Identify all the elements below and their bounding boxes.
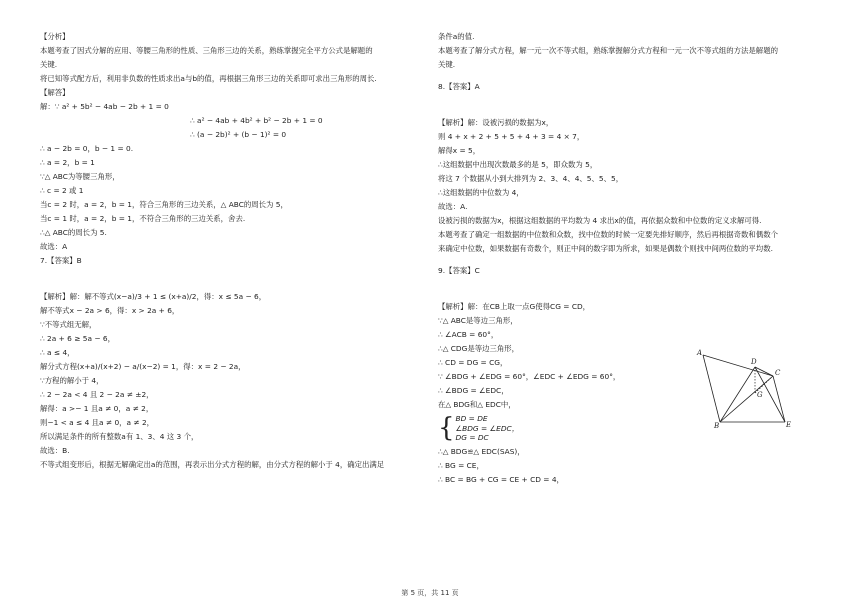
math-line: ∴ a = 2，b = 1 [40, 158, 95, 167]
math-line: ∴ 2 − 2a < 4 且 2 − 2a ≠ ±2， [40, 390, 154, 399]
math-line: 【解析】解：解不等式(x−a)/3 + 1 ≤ (x+a)/2，得：x ≤ 5a − 6， [40, 292, 267, 301]
label-e: E [786, 421, 792, 429]
math-line: ∴这组数据中出现次数最多的是 5，即众数为 5， [438, 160, 598, 169]
math-line: ∴ a ≤ 4， [40, 348, 75, 357]
label-a: A [697, 349, 703, 357]
system-line: DG = DC [455, 433, 489, 442]
math-line: 则 4 + x + 2 + 5 + 5 + 4 + 3 = 4 × 7， [438, 132, 585, 141]
text-line: 设被污损的数据为x，根据这组数据的平均数为 4 求出x的值，再依据众数和中位数的定义求解可得. [438, 216, 762, 225]
text-line: 条件a的值. [438, 32, 475, 41]
system-line: ∠BDG = ∠EDC， [455, 423, 520, 433]
math-line: 当c = 1 时，a = 2，b = 1，不符合三角形的三边关系，舍去. [40, 214, 246, 223]
answer-line: 故选：A [40, 242, 68, 251]
math-line: ∴ ∠BDG = ∠EDC， [438, 386, 509, 395]
text-line: 本题考查了确定一组数据的中位数和众数，找中位数的时候一定要先排好顺序，然后再根据奇数和偶数个 [438, 230, 778, 239]
math-line: ∴ a² − 4ab + 4b² + b² − 2b + 1 = 0 [190, 116, 323, 125]
text-line: 将已知等式配方后，利用非负数的性质求出a与b的值，再根据三角形三边的关系即可求出三角形的周长. [40, 74, 377, 83]
label-b: B [714, 422, 720, 430]
math-line: ∴△ ABC的周长为 5. [40, 228, 107, 237]
math-line: ∴△ BDG≌△ EDC(SAS)， [438, 446, 525, 456]
math-line: 将这 7 个数据从小到大排列为 2、3、4、4、5、5、5， [438, 174, 624, 183]
math-line: ∴ BC = BG + CG = CE + CD = 4， [438, 474, 564, 484]
text-line: 不等式组变形后，根据无解确定出a的范围，再表示出分式方程的解，由分式方程的解小于 4，确定出满足 [40, 460, 385, 469]
math-line: 解：∵ a² + 5b² − 4ab − 2b + 1 = 0 [40, 102, 169, 111]
math-line: ∴ BG = CE， [438, 460, 484, 470]
math-line: ∴ 2a + 6 ≥ 5a − 6， [40, 334, 115, 343]
math-line: ∵△ ABC为等腰三角形， [40, 172, 120, 181]
answer-line: 故选：A. [438, 202, 468, 211]
page-footer: 第 5 页，共 11 页 [401, 589, 459, 597]
label-g: G [757, 391, 763, 399]
system-line: BD = DE [455, 414, 488, 423]
math-line: ∵方程的解小于 4， [40, 376, 104, 385]
math-line: 【解析】解：设被污损的数据为x， [438, 118, 554, 127]
math-line: ∴ CD = DG = CG， [438, 358, 508, 367]
math-line: ∴ c = 2 或 1 [40, 186, 84, 195]
math-line: 解得x = 5， [438, 146, 481, 155]
text-line: 本题考查了因式分解的应用、等腰三角形的性质、三角形三边的关系，熟练掌握完全平方公式是解题的 [40, 46, 373, 55]
math-line: 当c = 2 时，a = 2，b = 1，符合三角形的三边关系，△ ABC的周长为 5， [40, 200, 288, 209]
question-9-answer: 9.【答案】C [438, 266, 480, 275]
question-7-answer: 7.【答案】B [40, 256, 82, 265]
label-d: D [751, 358, 757, 366]
geometry-figure [695, 345, 800, 430]
math-line: ∴这组数据的中位数为 4， [438, 188, 524, 197]
math-line: 在△ BDG和△ EDC中， [438, 400, 516, 409]
left-brace: { [438, 413, 455, 443]
math-line: ∴ a − 2b = 0，b − 1 = 0. [40, 144, 134, 153]
text-line: 关键. [40, 60, 58, 69]
math-line: 解不等式x − 2a > 6，得：x > 2a + 6， [40, 306, 180, 315]
math-line: ∴ ∠ACB = 60°， [438, 330, 499, 339]
math-line: ∴△ CDG是等边三角形， [438, 344, 520, 353]
text-line: 来确定中位数，如果数据有奇数个，则正中间的数字即为所求，如果是偶数个则找中间两位数的平均数. [438, 244, 773, 253]
left-column [40, 30, 425, 472]
math-line: ∵不等式组无解， [40, 320, 97, 329]
math-line: 【解析】解：在CB上取一点G使得CG = CD， [438, 302, 591, 311]
analysis-heading: 【分析】 [40, 32, 70, 41]
math-line: ∴ (a − 2b)² + (b − 1)² = 0 [190, 130, 287, 139]
solution-heading: 【解答】 [40, 88, 70, 97]
text-line: 关键. [438, 60, 456, 69]
math-line: ∵ ∠BDG + ∠EDG = 60°，∠EDC + ∠EDG = 60°， [438, 372, 621, 381]
question-8-answer: 8.【答案】A [438, 82, 480, 91]
math-line: ∵△ ABC是等边三角形， [438, 316, 518, 325]
math-line: 所以满足条件的所有整数a有 1、3、4 这 3 个， [40, 432, 199, 441]
math-line: 则−1 < a ≤ 4 且a ≠ 0，a ≠ 2， [40, 418, 155, 427]
label-c: C [775, 369, 781, 377]
answer-line: 故选：B. [40, 446, 70, 455]
math-line: 解分式方程(x+a)/(x+2) − a/(x−2) = 1，得：x = 2 − 2a， [40, 362, 246, 371]
math-line: 解得：a >− 1 且a ≠ 0，a ≠ 2， [40, 404, 154, 413]
text-line: 本题考查了解分式方程，解一元一次不等式组，熟练掌握解分式方程和一元一次不等式组的方法是解题的 [438, 46, 778, 55]
